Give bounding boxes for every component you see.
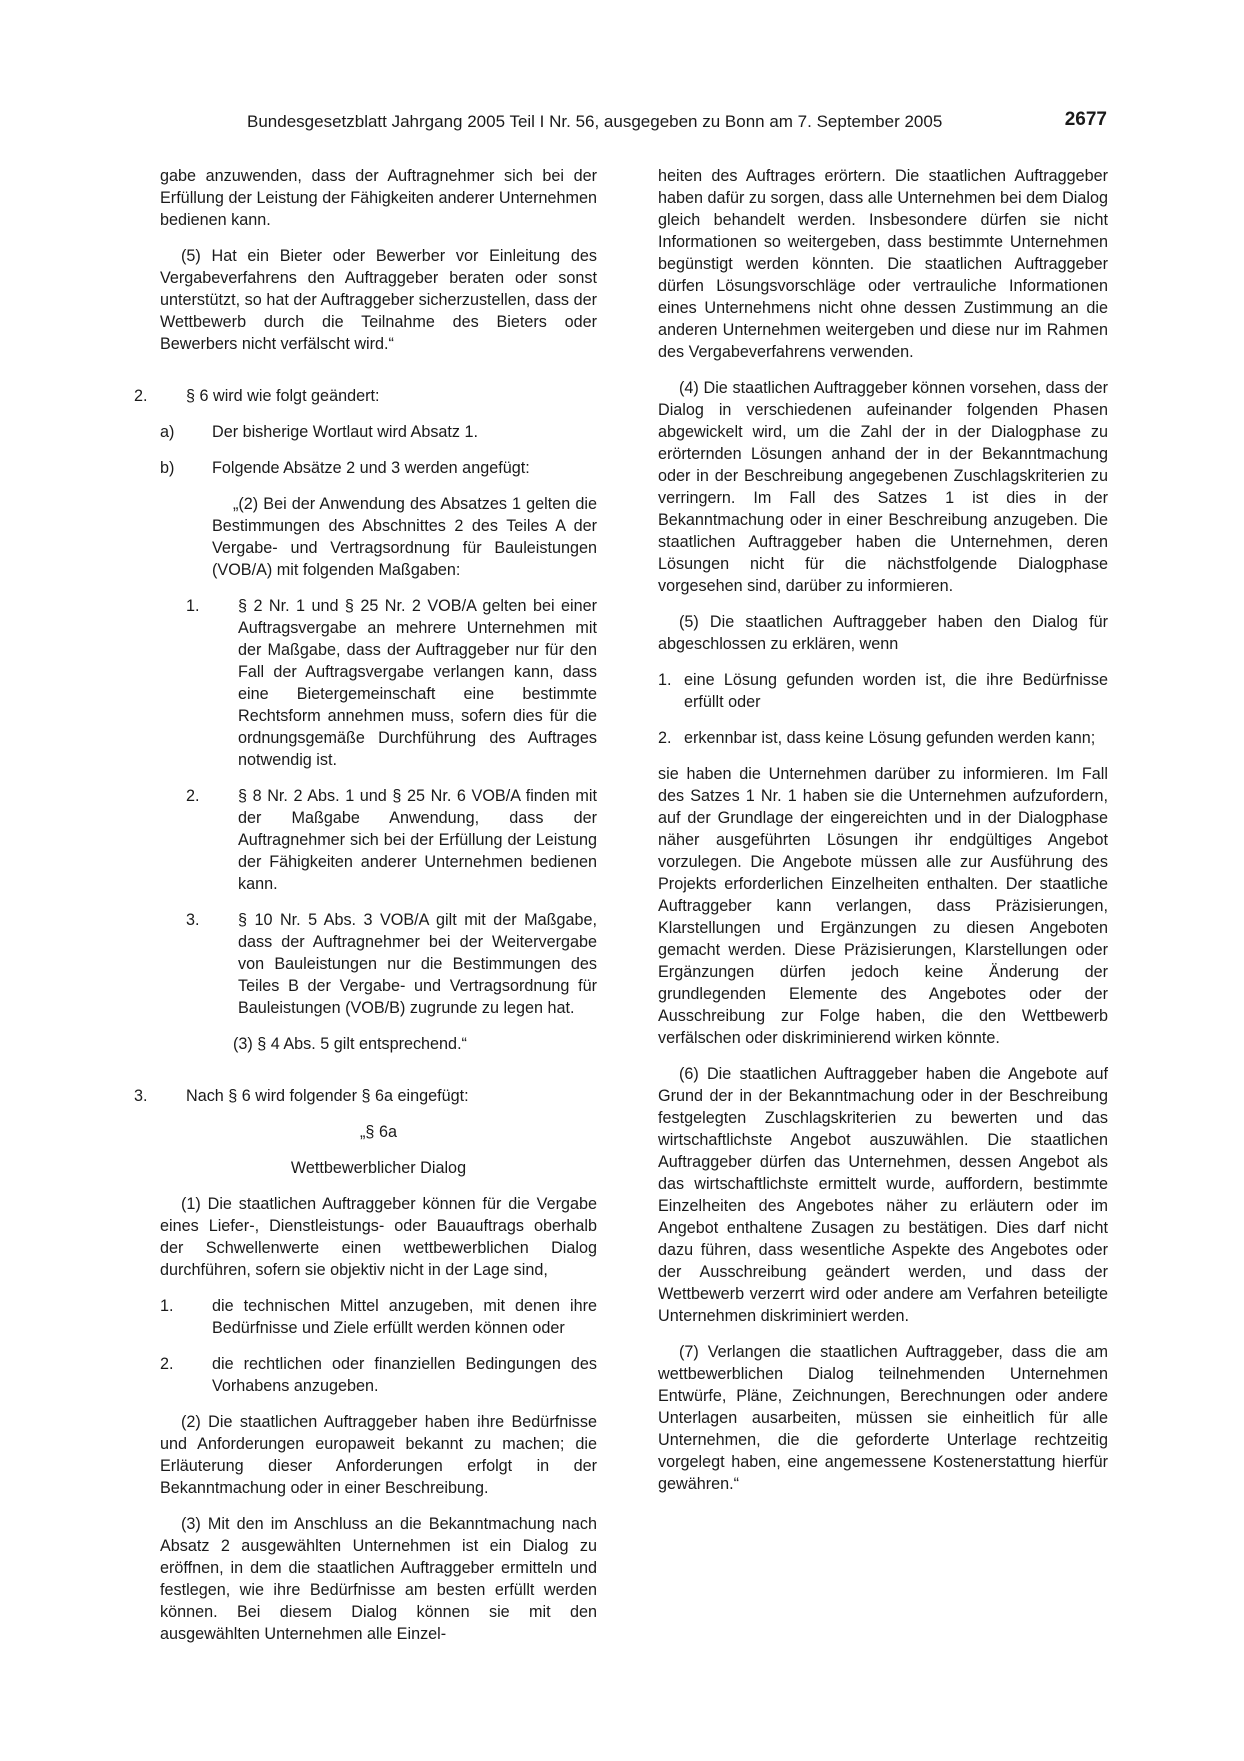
- section-number: „§ 6a: [360, 1123, 397, 1141]
- list-item: [186, 595, 597, 771]
- list-item: [186, 785, 597, 895]
- page-number: 2677: [1064, 109, 1107, 130]
- section-title: Wettbewerblicher Dialog: [290, 1159, 467, 1177]
- list-text: § 6 wird wie folgt geändert:: [186, 387, 380, 405]
- list-number: 2.: [186, 787, 200, 805]
- quoted-paragraph: „(2) Bei der Anwendung des Absatzes 1 gelten die Bestimmungen des Abschnittes 2 des Teiles A der Vergabe- und Vertragsordnung für Bauleistungen (VOB/A) mit folgenden Maßgaben:: [212, 495, 597, 579]
- list-text: Folgende Absätze 2 und 3 werden angefügt:: [212, 459, 530, 477]
- list-number: 2.: [134, 387, 148, 405]
- paragraph: heiten des Auftrages erörtern. Die staatlichen Auftraggeber haben dafür zu sorgen, dass alle Unternehmen bei dem Dialog gleich behandelt werden. Insbesondere dürfen sie nicht Informationen so weitergeben, dass bestimmte Unternehmen begünstigt werden könnten. Die staatlichen Auftraggeber dürfen Lösungsvorschläge oder vertrauliche Informationen eines Unternehmens nicht ohne dessen Zustimmung an die anderen Unternehmen weitergeben und diese nur im Rahmen des Vergabeverfahrens verwenden.: [658, 167, 1108, 361]
- list-item: [186, 909, 597, 1019]
- list-text: eine Lösung gefunden worden ist, die ihre Bedürfnisse erfüllt oder: [684, 671, 1108, 711]
- list-text: die rechtlichen oder finanziellen Bedingungen des Vorhabens anzugeben.: [212, 1355, 597, 1395]
- list-item: [160, 457, 597, 479]
- list-number: 1.: [186, 597, 200, 615]
- quoted-paragraph: (3) § 4 Abs. 5 gilt entsprechend.“: [233, 1035, 467, 1053]
- list-item: [160, 421, 597, 443]
- list-text: erkennbar ist, dass keine Lösung gefunden werden kann;: [684, 729, 1096, 747]
- list-number: a): [160, 423, 175, 441]
- paragraph: gabe anzuwenden, dass der Auftragnehmer sich bei der Erfüllung der Leistung der Fähigkeiten anderer Unternehmen bedienen kann.: [160, 167, 597, 229]
- list-number: 1.: [658, 671, 672, 689]
- list-item: [160, 1295, 597, 1339]
- list-item: [134, 385, 597, 407]
- paragraph: (4) Die staatlichen Auftraggeber können vorsehen, dass der Dialog in verschiedenen aufeinander folgenden Phasen abgewickelt wird, um die Zahl der in der Dialogphase zu erörternden Lösungen anhand der in der Bekanntmachung oder in der Beschreibung angegebenen Zuschlagskriterien zu verringern. Im Fall des Satzes 1 ist dies in der Bekanntmachung oder in einer Beschreibung anzugeben. Die staatlichen Auftraggeber haben die Unternehmen, deren Lösungen nicht für die nächstfolgende Dialogphase vorgesehen sind, darüber zu informieren.: [658, 379, 1108, 595]
- paragraph: (1) Die staatlichen Auftraggeber können für die Vergabe eines Liefer-, Dienstleistungs- oder Bauauftrags oberhalb der Schwellenwerte einen wettbewerblichen Dialog durchführen, sofern sie objektiv nicht in der Lage sind,: [160, 1195, 597, 1279]
- paragraph: (3) Mit den im Anschluss an die Bekanntmachung nach Absatz 2 ausgewählten Unternehmen ist ein Dialog zu eröffnen, in dem die staatlichen Auftraggeber ermitteln und festlegen, wie ihre Bedürfnisse am besten erfüllt werden können. Bei diesem Dialog können sie mit den ausgewählten Unternehmen alle Einzel-: [160, 1515, 597, 1643]
- list-item: [160, 1353, 597, 1397]
- list-text: Der bisherige Wortlaut wird Absatz 1.: [212, 423, 479, 441]
- list-number: 3.: [186, 911, 200, 929]
- list-item: [658, 669, 1108, 713]
- list-number: b): [160, 459, 175, 477]
- paragraph: (6) Die staatlichen Auftraggeber haben die Angebote auf Grund der in der Bekanntmachung oder in der Beschreibung festgelegten Zuschlagskriterien zu bewerten und das wirtschaftlichste Angebot auszuwählen. Die staatlichen Auftraggeber dürfen das Unternehmen, dessen Angebot als das wirtschaftlichste ermittelt wurde, auffordern, bestimmte Einzelheiten des Angebotes näher zu erläutern oder im Angebot enthaltene Zusagen zu bestätigen. Dies darf nicht dazu führen, dass wesentliche Aspekte des Angebotes oder der Ausschreibung geändert werden, und dass der Wettbewerb verzerrt wird oder andere am Verfahren beteiligte Unternehmen diskriminiert werden.: [658, 1065, 1108, 1325]
- gazette-title: Bundesgesetzblatt Jahrgang 2005 Teil I Nr. 56, ausgegeben zu Bonn am 7. September 2005: [247, 112, 943, 131]
- paragraph: (5) Die staatlichen Auftraggeber haben den Dialog für abgeschlossen zu erklären, wenn: [658, 613, 1108, 653]
- list-text: § 2 Nr. 1 und § 25 Nr. 2 VOB/A gelten bei einer Auftragsvergabe an mehrere Unternehmen mit der Maßgabe, dass der Auftraggeber nur für den Fall der Auftragsvergabe verlangen kann, dass eine Bietergemeinschaft eine bestimmte Rechtsform annehmen muss, sofern dies für die ordnungsgemäße Durchführung des Auftrages notwendig ist.: [238, 597, 597, 769]
- list-number: 3.: [134, 1087, 148, 1105]
- list-text: die technischen Mittel anzugeben, mit denen ihre Bedürfnisse und Ziele erfüllt werden können oder: [212, 1297, 597, 1337]
- list-item: [134, 1085, 597, 1107]
- left-column: [134, 165, 597, 1645]
- list-number: 1.: [160, 1297, 174, 1315]
- list-item: [658, 727, 1108, 749]
- right-column: [658, 165, 1108, 1495]
- list-text: § 10 Nr. 5 Abs. 3 VOB/A gilt mit der Maßgabe, dass der Auftragnehmer bei der Weitervergabe von Bauleistungen nur die Bestimmungen des Teiles B der Vergabe- und Vertragsordnung für Bauleistungen (VOB/B) zugrunde zu legen hat.: [238, 911, 597, 1017]
- list-number: 2.: [160, 1355, 174, 1373]
- list-number: 2.: [658, 729, 672, 747]
- list-text: § 8 Nr. 2 Abs. 1 und § 25 Nr. 6 VOB/A finden mit der Maßgabe Anwendung, dass der Auftragnehmer sich bei der Erfüllung der Leistung der Fähigkeiten anderer Unternehmen bedienen kann.: [238, 787, 597, 893]
- list-text: Nach § 6 wird folgender § 6a eingefügt:: [186, 1087, 469, 1105]
- paragraph: (5) Hat ein Bieter oder Bewerber vor Einleitung des Vergabeverfahrens den Auftraggeber beraten oder sonst unterstützt, so hat der Auftraggeber sicherzustellen, dass der Wettbewerb durch die Teilnahme des Bieters oder Bewerbers nicht verfälscht wird.“: [160, 247, 597, 353]
- paragraph: (7) Verlangen die staatlichen Auftraggeber, dass die am wettbewerblichen Dialog teilnehmenden Unternehmen Entwürfe, Pläne, Zeichnungen, Berechnungen oder andere Unterlagen ausarbeiten, müssen sie einheitlich für alle Unternehmen, die die geforderte Unterlage rechtzeitig vorgelegt haben, eine angemessene Kostenerstattung hierfür gewähren.“: [658, 1343, 1108, 1493]
- paragraph: sie haben die Unternehmen darüber zu informieren. Im Fall des Satzes 1 Nr. 1 haben sie die Unternehmen aufzufordern, auf der Grundlage der eingereichten und in der Dialogphase näher ausgeführten Lösungen ihr endgültiges Angebot vorzulegen. Die Angebote müssen alle zur Ausführung des Projekts erforderlichen Einzelheiten enthalten. Der staatliche Auftraggeber kann verlangen, dass Präzisierungen, Klarstellungen und Ergänzungen zu diesen Angeboten gemacht werden. Diese Präzisierungen, Klarstellungen oder Ergänzungen dürfen jedoch keine Änderung der grundlegenden Elemente des Angebotes oder der Ausschreibung zur Folge haben, die den Wettbewerb verfälschen oder diskriminierend wirken könnte.: [658, 765, 1108, 1047]
- paragraph: (2) Die staatlichen Auftraggeber haben ihre Bedürfnisse und Anforderungen europaweit bekannt zu machen; die Erläuterung dieser Anforderungen erfolgt in der Bekanntmachung oder in einer Beschreibung.: [160, 1413, 597, 1497]
